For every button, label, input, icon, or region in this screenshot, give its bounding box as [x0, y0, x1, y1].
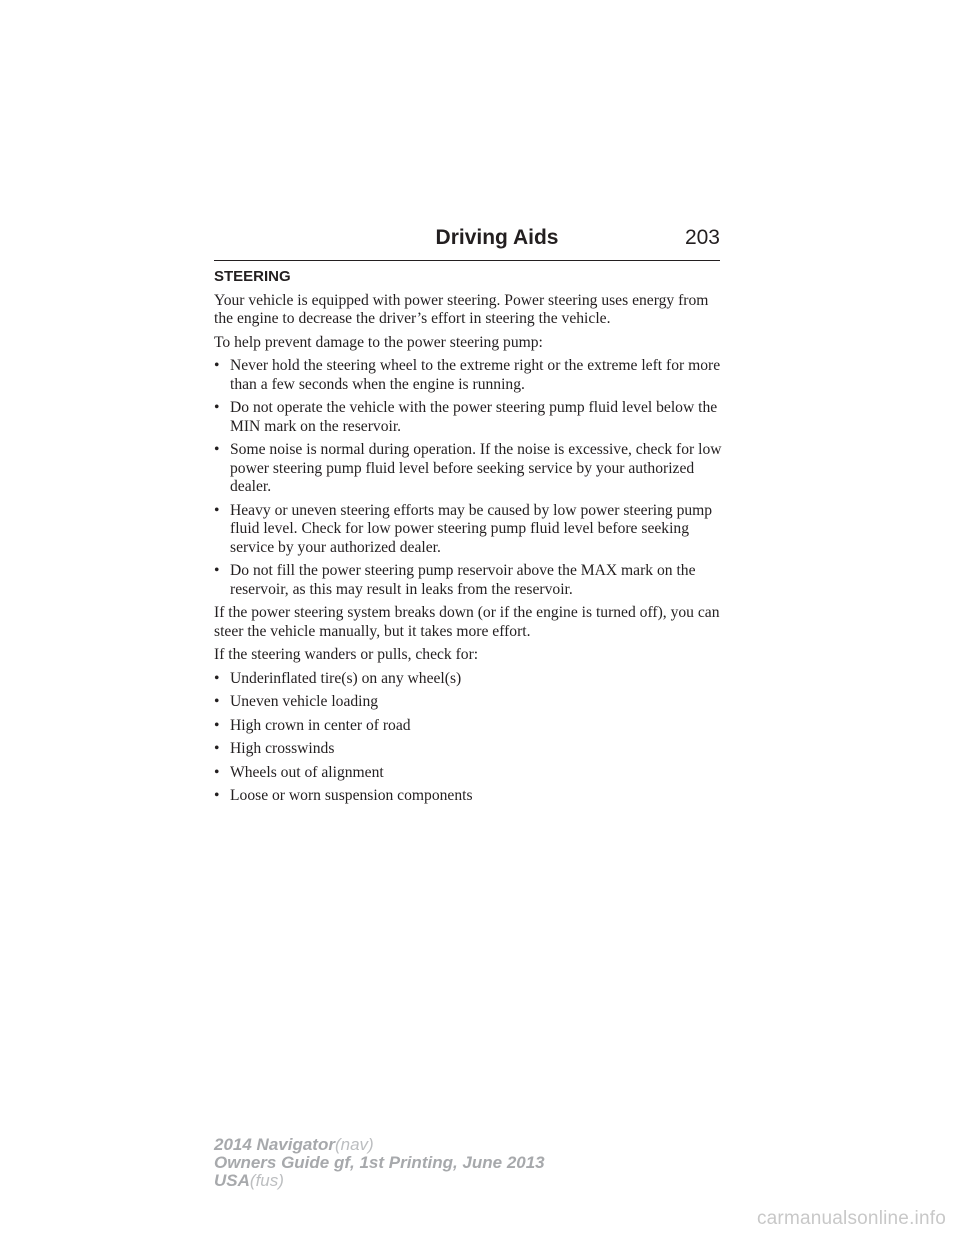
bullet-icon: •: [214, 740, 220, 757]
bullet-icon: •: [214, 763, 220, 781]
watermark: carmanualsonline.info: [756, 1208, 946, 1229]
bullet-icon: •: [214, 669, 220, 687]
breakdown-paragraph: If the power steering system breaks down (or if the engine is turned off), you can steer the vehicle manually, but it takes more effort.: [214, 604, 720, 640]
bullet-icon: •: [214, 501, 220, 519]
page-header: [214, 226, 720, 261]
bullet-icon: •: [214, 562, 220, 579]
list-item: • Some noise is normal during operation. If the noise is excessive, check for low power steering pump fluid level before seeking service by your authorized dealer.: [214, 441, 722, 495]
list-item: • Uneven vehicle loading: [214, 693, 379, 710]
section-heading: STEERING: [214, 268, 291, 285]
chapter-title: Driving Aids: [435, 226, 559, 249]
page-number: 203: [684, 226, 720, 249]
list-item: • High crosswinds: [214, 740, 335, 757]
footer-line-model: 2014 Navigator(nav): [214, 1135, 374, 1154]
bullet-icon: •: [214, 441, 220, 458]
list-item: • Do not operate the vehicle with the power steering pump fluid level below the MIN mark on the reservoir.: [214, 399, 718, 435]
prevent-list: [214, 357, 724, 599]
list-item: • Underinflated tire(s) on any wheel(s): [214, 669, 462, 687]
bullet-icon: •: [214, 693, 220, 710]
prevent-intro: To help prevent damage to the power steering pump:: [214, 333, 543, 351]
list-item: • High crown in center of road: [214, 716, 411, 734]
list-item: • Wheels out of alignment: [214, 763, 384, 781]
wander-list: [214, 670, 724, 806]
document-footer: [214, 1136, 545, 1190]
footer-line-printing: Owners Guide gf, 1st Printing, June 2013: [214, 1153, 545, 1172]
intro-paragraph: Your vehicle is equipped with power steering. Power steering uses energy from the engine to decrease the driver’s effort in steering the vehicle.: [214, 291, 709, 327]
list-item: • Do not fill the power steering pump reservoir above the MAX mark on the reservoir, as this may result in leaks from the reservoir.: [214, 562, 696, 598]
bullet-icon: •: [214, 357, 220, 374]
list-item: • Never hold the steering wheel to the extreme right or the extreme left for more than a few seconds when the engine is running.: [214, 357, 721, 393]
bullet-icon: •: [214, 716, 220, 734]
bullet-icon: •: [214, 787, 220, 804]
page-content: [214, 268, 724, 811]
list-item: • Loose or worn suspension components: [214, 787, 473, 804]
bullet-icon: •: [214, 399, 220, 416]
wander-intro: If the steering wanders or pulls, check for:: [214, 646, 479, 663]
footer-line-market: USA(fus): [214, 1171, 284, 1190]
list-item: • Heavy or uneven steering efforts may be caused by low power steering pump fluid level. Check for low power steering pump fluid level before seeking service by your authorized dealer.: [214, 501, 713, 556]
